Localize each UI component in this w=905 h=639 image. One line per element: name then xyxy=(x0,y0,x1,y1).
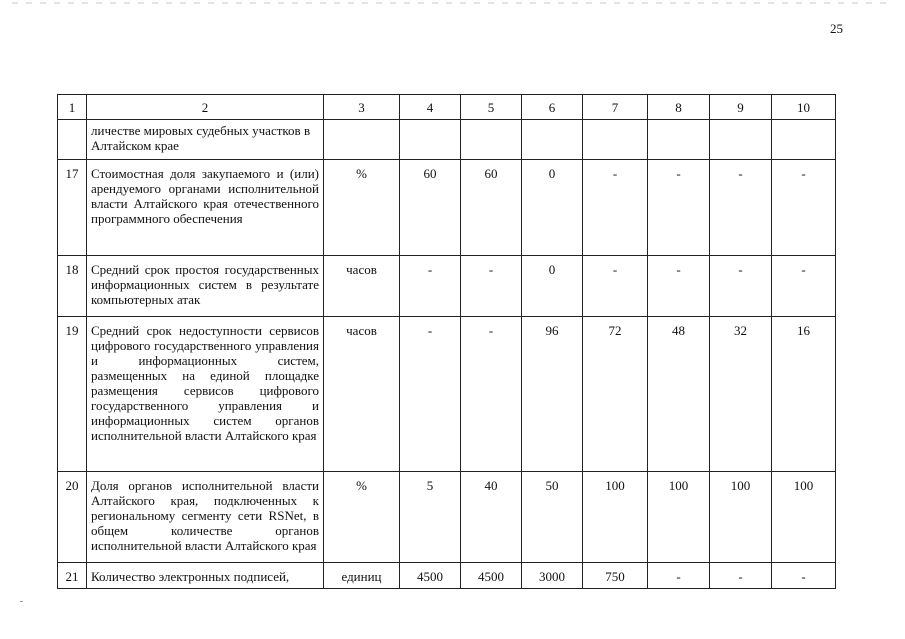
value-cell xyxy=(772,120,836,160)
row-number: 19 xyxy=(58,317,87,472)
column-header: 6 xyxy=(522,95,583,120)
table-row xyxy=(58,472,836,563)
column-header: 7 xyxy=(583,95,648,120)
value-cell xyxy=(583,120,648,160)
value-cell: - xyxy=(648,256,710,317)
value-cell: - xyxy=(710,160,772,256)
value-cell: 4500 xyxy=(400,563,461,589)
value-cell: 5 xyxy=(400,472,461,563)
page-number: 25 xyxy=(830,21,843,36)
value-cell: 4500 xyxy=(461,563,522,589)
row-number: 21 xyxy=(58,563,87,589)
value-cell xyxy=(400,120,461,160)
value-cell: - xyxy=(400,317,461,472)
value-cell: 50 xyxy=(522,472,583,563)
row-number: 20 xyxy=(58,472,87,563)
column-header: 3 xyxy=(324,95,400,120)
value-cell: - xyxy=(583,256,648,317)
value-cell: 72 xyxy=(583,317,648,472)
table-row xyxy=(58,160,836,256)
value-cell: 60 xyxy=(461,160,522,256)
column-header: 5 xyxy=(461,95,522,120)
value-cell: - xyxy=(461,256,522,317)
unit-cell: единиц xyxy=(324,563,400,589)
indicator-name: Доля органов исполнительной власти Алтайского края, подключенных к региональному сегменту сети RSNet, в общем количестве органов исполнительной власти Алтайского края xyxy=(87,472,324,563)
indicator-name: Средний срок недоступности сервисов цифрового государственного управления и информационных систем, размещенных на единой площадке размещения сервисов цифрового государственного управления и информационных систем органов исполнительной власти Алтайского края xyxy=(87,317,324,472)
value-cell: - xyxy=(400,256,461,317)
value-cell: 100 xyxy=(710,472,772,563)
row-number: 18 xyxy=(58,256,87,317)
value-cell xyxy=(710,120,772,160)
value-cell: 100 xyxy=(648,472,710,563)
value-cell: 750 xyxy=(583,563,648,589)
value-cell: 96 xyxy=(522,317,583,472)
row-number: 17 xyxy=(58,160,87,256)
value-cell: - xyxy=(583,160,648,256)
unit-cell: % xyxy=(324,160,400,256)
value-cell: 40 xyxy=(461,472,522,563)
value-cell xyxy=(522,120,583,160)
column-header: 1 xyxy=(58,95,87,120)
value-cell: - xyxy=(648,563,710,589)
column-header: 10 xyxy=(772,95,836,120)
indicator-name: Средний срок простоя государственных информационных систем в результате компьютерных атак xyxy=(87,256,324,317)
indicator-name: Стоимостная доля закупаемого и (или) арендуемого органами исполнительной власти Алтайского края отечественного программного обеспечения xyxy=(87,160,324,256)
scan-artifact xyxy=(12,2,893,4)
unit-cell: часов xyxy=(324,317,400,472)
value-cell: 3000 xyxy=(522,563,583,589)
value-cell: - xyxy=(710,563,772,589)
column-header: 8 xyxy=(648,95,710,120)
value-cell xyxy=(461,120,522,160)
unit-cell xyxy=(324,120,400,160)
column-header: 9 xyxy=(710,95,772,120)
value-cell: 48 xyxy=(648,317,710,472)
unit-cell: часов xyxy=(324,256,400,317)
table-row xyxy=(58,317,836,472)
value-cell: - xyxy=(710,256,772,317)
table-row xyxy=(58,120,836,160)
value-cell: 0 xyxy=(522,160,583,256)
value-cell: 0 xyxy=(522,256,583,317)
value-cell: - xyxy=(461,317,522,472)
table-header-row xyxy=(58,95,836,120)
indicator-name: личестве мировых судебных участков в Алтайском крае xyxy=(87,120,324,160)
value-cell: - xyxy=(648,160,710,256)
value-cell xyxy=(648,120,710,160)
table-row xyxy=(58,563,836,589)
scan-speck xyxy=(20,601,23,602)
indicators-table xyxy=(57,94,836,589)
column-header: 2 xyxy=(87,95,324,120)
column-header: 4 xyxy=(400,95,461,120)
row-number xyxy=(58,120,87,160)
unit-cell: % xyxy=(324,472,400,563)
value-cell: - xyxy=(772,563,836,589)
table-row xyxy=(58,256,836,317)
value-cell: 60 xyxy=(400,160,461,256)
value-cell: 100 xyxy=(772,472,836,563)
value-cell: 16 xyxy=(772,317,836,472)
value-cell: 100 xyxy=(583,472,648,563)
value-cell: - xyxy=(772,160,836,256)
value-cell: - xyxy=(772,256,836,317)
value-cell: 32 xyxy=(710,317,772,472)
indicator-name: Количество электронных подписей, xyxy=(87,563,324,589)
